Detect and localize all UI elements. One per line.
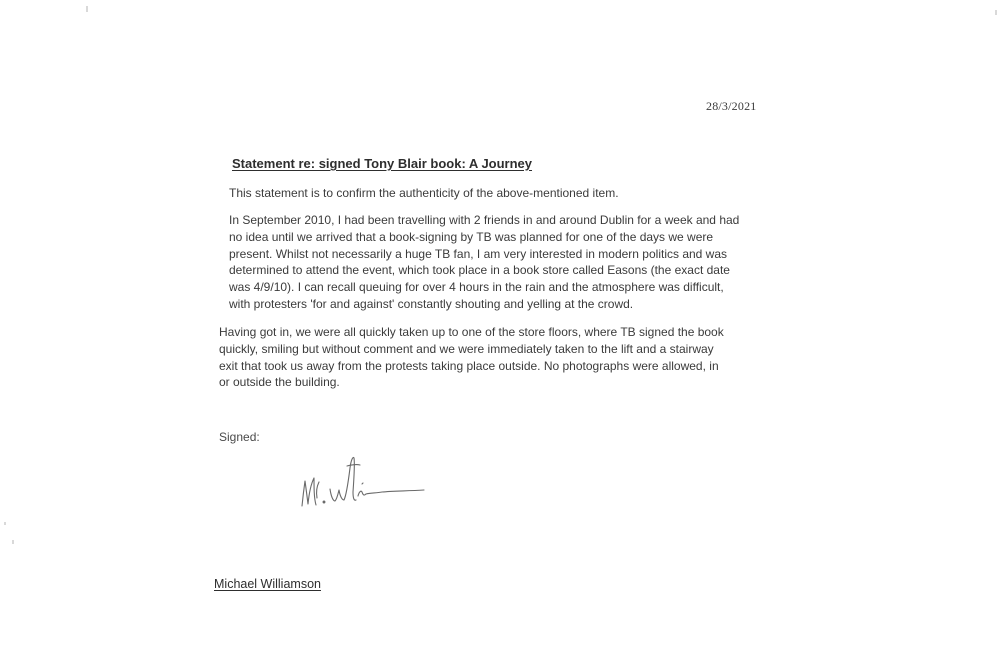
- handwritten-signature: [296, 448, 436, 518]
- scan-speck: [12, 540, 14, 544]
- paragraph-line: Having got in, we were all quickly taken up to one of the store floors, where TB signed the book: [219, 325, 724, 339]
- scan-speck: [995, 10, 997, 15]
- statement-title: Statement re: signed Tony Blair book: A Journey: [232, 156, 533, 171]
- paragraph-line: This statement is to confirm the authenticity of the above-mentioned item.: [229, 186, 619, 200]
- paragraph-line: exit that took us away from the protests taking place outside. No photographs were allowed, in: [219, 358, 719, 373]
- statement-date: 28/3/2021: [706, 99, 757, 113]
- scan-speck: [86, 6, 88, 12]
- paragraph-line: present. Whilst not necessarily a huge TB fan, I am very interested in modern politics and was: [229, 246, 728, 261]
- scan-speck: [4, 522, 6, 525]
- paragraph-line: In September 2010, I had been travelling with 2 friends in and around Dublin for a week and had: [229, 213, 740, 227]
- paragraph-line: quickly, smiling but without comment and we were immediately taken to the lift and a stairway: [219, 341, 714, 356]
- paragraph-line: or outside the building.: [219, 375, 340, 390]
- paragraph-signing: [219, 324, 779, 391]
- signed-label: Signed:: [219, 430, 260, 444]
- signatory-name: Michael Williamson: [214, 577, 321, 591]
- paragraph-line: was 4/9/10). I can recall queuing for over 4 hours in the rain and the atmosphere was difficult,: [229, 280, 724, 295]
- paragraph-line: with protesters 'for and against' constantly shouting and yelling at the crowd.: [229, 296, 634, 311]
- paragraph-line: determined to attend the event, which took place in a book store called Easons (the exact date: [229, 263, 730, 278]
- paragraph-line: no idea until we arrived that a book-signing by TB was planned for one of the days we were: [229, 229, 714, 244]
- paragraph-account: [229, 212, 797, 313]
- paragraph-intro: [229, 185, 789, 202]
